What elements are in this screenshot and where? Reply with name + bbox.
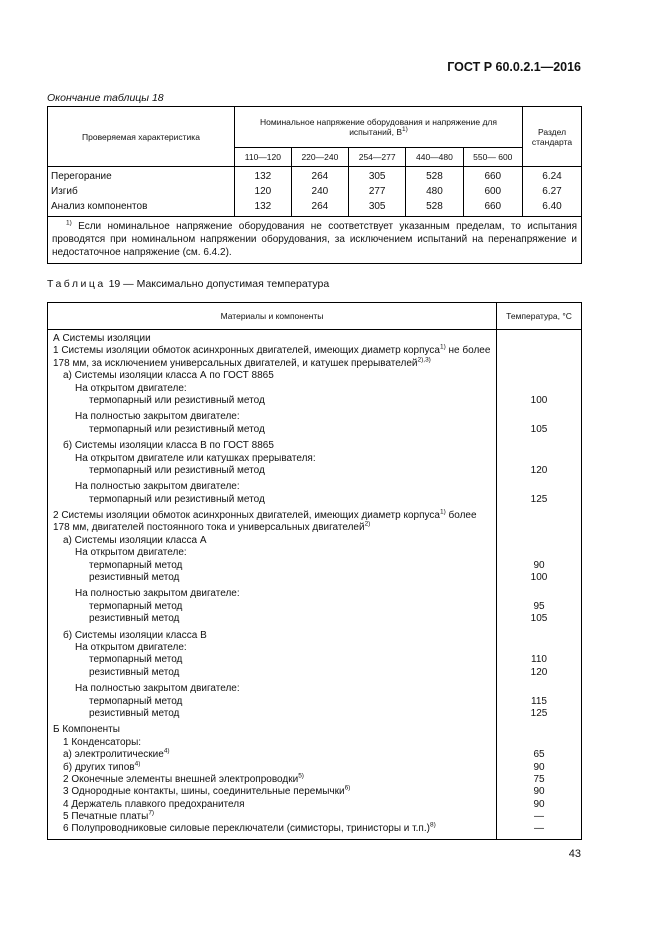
material-item: резистивный метод: [89, 572, 180, 584]
row-section: 6.24: [523, 167, 582, 185]
table19-caption: Таблица 19 — Максимально допустимая температура: [47, 278, 330, 290]
voltage-col-header: 550— 600: [463, 148, 522, 167]
voltage-col-header: 110—120: [235, 148, 292, 167]
row-value: 600: [463, 184, 522, 199]
table-row: [48, 167, 582, 185]
temperature-value: 125: [530, 707, 548, 719]
row-value: 480: [406, 184, 463, 199]
temperature-value: [498, 333, 580, 345]
material-item: На полностью закрытом двигателе:: [75, 683, 240, 695]
table18-caption: Окончание таблицы 18: [47, 92, 164, 104]
temperature-value: [498, 481, 580, 493]
material-item: резистивный метод: [89, 666, 180, 678]
material-item: 1 Системы изоляции обмоток асинхронных двигателей, имеющих диаметр корпуса$^{1)}$ не более: [53, 344, 491, 357]
temperature-value: 95: [533, 600, 545, 612]
material-item: термопарный или резистивный метод: [89, 423, 265, 435]
material-item: термопарный метод: [89, 600, 183, 612]
temperature-value: [498, 383, 580, 395]
material-item: На открытом двигателе:: [75, 382, 187, 394]
table-18: [47, 106, 582, 264]
temperature-value: 110: [531, 654, 547, 666]
row-value: 305: [349, 167, 406, 185]
material-item: А Системы изоляции: [53, 333, 151, 344]
temperature-value: [498, 737, 580, 749]
material-item: 178 мм, за исключением универсальных двигателей, и катушек прерывателей$^{2),3)}$: [53, 356, 431, 369]
temperature-value: 100: [530, 394, 548, 406]
col-materials-header: Материалы и компоненты: [48, 303, 497, 330]
temperature-value: 115: [531, 695, 547, 707]
material-item: термопарный метод: [89, 559, 183, 571]
row-section: 6.40: [523, 199, 582, 217]
material-item: 2 Оконечные элементы внешней электропроводки$^{5)}$: [63, 772, 304, 785]
temperature-value: —: [534, 823, 544, 835]
row-value: 277: [349, 184, 406, 199]
table18-footnote: $^{1)}$ Если номинальное напряжение оборудования не соответствует указанным пределам, то испытания проводятся при номинальном напряжении оборудования, за исключением испытаний на перенапряжение и недостаточное напряжение (см. 6.4.2).: [48, 217, 582, 264]
temperature-value: 75: [533, 773, 545, 785]
temperature-value: [498, 411, 580, 423]
temperature-value: [498, 440, 580, 452]
material-item: На открытом двигателе:: [75, 547, 187, 559]
material-item: 4 Держатель плавкого предохранителя: [63, 798, 245, 810]
temperature-value: 120: [530, 666, 548, 678]
temperature-value: [498, 547, 580, 559]
standard-code: ГОСТ Р 60.0.2.1—2016: [447, 60, 581, 74]
material-item: а) Системы изоляции класса А по ГОСТ 8865: [63, 370, 274, 382]
temperature-value: [498, 630, 580, 642]
temperature-value: [498, 453, 580, 465]
temperature-value: [498, 683, 580, 695]
row-value: 528: [406, 199, 463, 217]
row-value: 120: [235, 184, 292, 199]
temperature-value: [498, 724, 580, 736]
row-name: Изгиб: [48, 184, 235, 199]
row-name: Перегорание: [48, 167, 235, 185]
material-item: На открытом двигателе или катушках прерывателя:: [75, 452, 316, 464]
temperature-value: [498, 535, 580, 547]
material-item: б) других типов$^{4)}$: [63, 760, 141, 773]
temperature-value: 90: [533, 786, 545, 798]
col-characteristic-header: Проверяемая характеристика: [48, 107, 235, 167]
temperature-value: 90: [533, 559, 545, 571]
material-item: 178 мм, двигателей постоянного тока и универсальных двигателей$^{2)}$: [53, 521, 371, 534]
temperature-value: 125: [530, 493, 548, 505]
material-item: термопарный метод: [89, 695, 183, 707]
temperature-value: 90: [533, 761, 545, 773]
material-item: б) Системы изоляции класса В по ГОСТ 8865: [63, 440, 274, 452]
material-item: термопарный или резистивный метод: [89, 464, 265, 476]
temperature-value: 120: [530, 464, 548, 476]
material-item: Б Компоненты: [53, 724, 120, 736]
row-value: 305: [349, 199, 406, 217]
row-section: 6.27: [523, 184, 582, 199]
row-value: 132: [235, 199, 292, 217]
material-item: 3 Однородные контакты, шины, соединительные перемычки$^{6)}$: [63, 784, 351, 798]
material-item: На открытом двигателе:: [75, 641, 187, 653]
temperature-value: 90: [533, 798, 545, 810]
table-row: [48, 184, 582, 199]
row-value: 264: [291, 167, 348, 185]
temperature-value: 105: [530, 423, 548, 435]
row-value: 240: [291, 184, 348, 199]
temperature-value: 100: [530, 572, 548, 584]
material-item: резистивный метод: [89, 613, 180, 625]
temperature-value: [498, 642, 580, 654]
voltage-col-header: 254—277: [349, 148, 406, 167]
temperature-value: [498, 358, 580, 370]
material-item: 1 Конденсаторы:: [63, 736, 142, 748]
temperature-value: [498, 588, 580, 600]
material-item: термопарный метод: [89, 654, 183, 666]
row-value: 528: [406, 167, 463, 185]
material-item: На полностью закрытом двигателе:: [75, 411, 240, 423]
material-item: резистивный метод: [89, 707, 180, 719]
col-temperature-header: Температура, °С: [497, 303, 582, 330]
row-value: 660: [463, 199, 522, 217]
page-number: 43: [568, 848, 581, 860]
materials-column: [48, 330, 497, 840]
temperature-value: —: [534, 811, 544, 823]
material-item: термопарный или резистивный метод: [89, 493, 265, 505]
voltage-header: Номинальное напряжение оборудования и напряжение для испытаний, $В^{1)}$: [235, 107, 523, 148]
temperature-value: [498, 522, 580, 534]
temperature-value: 105: [530, 613, 548, 625]
section-header: Раздел стандарта: [523, 107, 582, 167]
material-item: На полностью закрытом двигателе:: [75, 481, 240, 493]
row-value: 264: [291, 199, 348, 217]
row-value: 660: [463, 167, 522, 185]
row-value: 132: [235, 167, 292, 185]
material-item: 2 Системы изоляции обмоток асинхронных двигателей, имеющих диаметр корпуса$^{1)}$ более: [53, 508, 477, 522]
voltage-col-header: 220—240: [291, 148, 348, 167]
table-row: [48, 199, 582, 217]
table-19: [47, 302, 582, 840]
temperature-value: 65: [533, 749, 545, 761]
temperature-column: [497, 330, 582, 840]
material-item: а) электролитические$^{4)}$: [63, 747, 170, 761]
material-item: 5 Печатные платы$^{7)}$: [63, 809, 155, 823]
temperature-value: [498, 510, 580, 522]
material-item: а) Системы изоляции класса А: [63, 534, 207, 546]
temperature-value: [498, 345, 580, 357]
material-item: термопарный или резистивный метод: [89, 394, 265, 406]
voltage-col-header: 440—480: [406, 148, 463, 167]
material-item: б) Системы изоляции класса В: [63, 629, 207, 641]
material-item: 6 Полупроводниковые силовые переключатели (симисторы, тринисторы и т.п.)$^{8)}$: [63, 822, 436, 835]
temperature-value: [498, 370, 580, 382]
material-item: На полностью закрытом двигателе:: [75, 588, 240, 600]
row-name: Анализ компонентов: [48, 199, 235, 217]
